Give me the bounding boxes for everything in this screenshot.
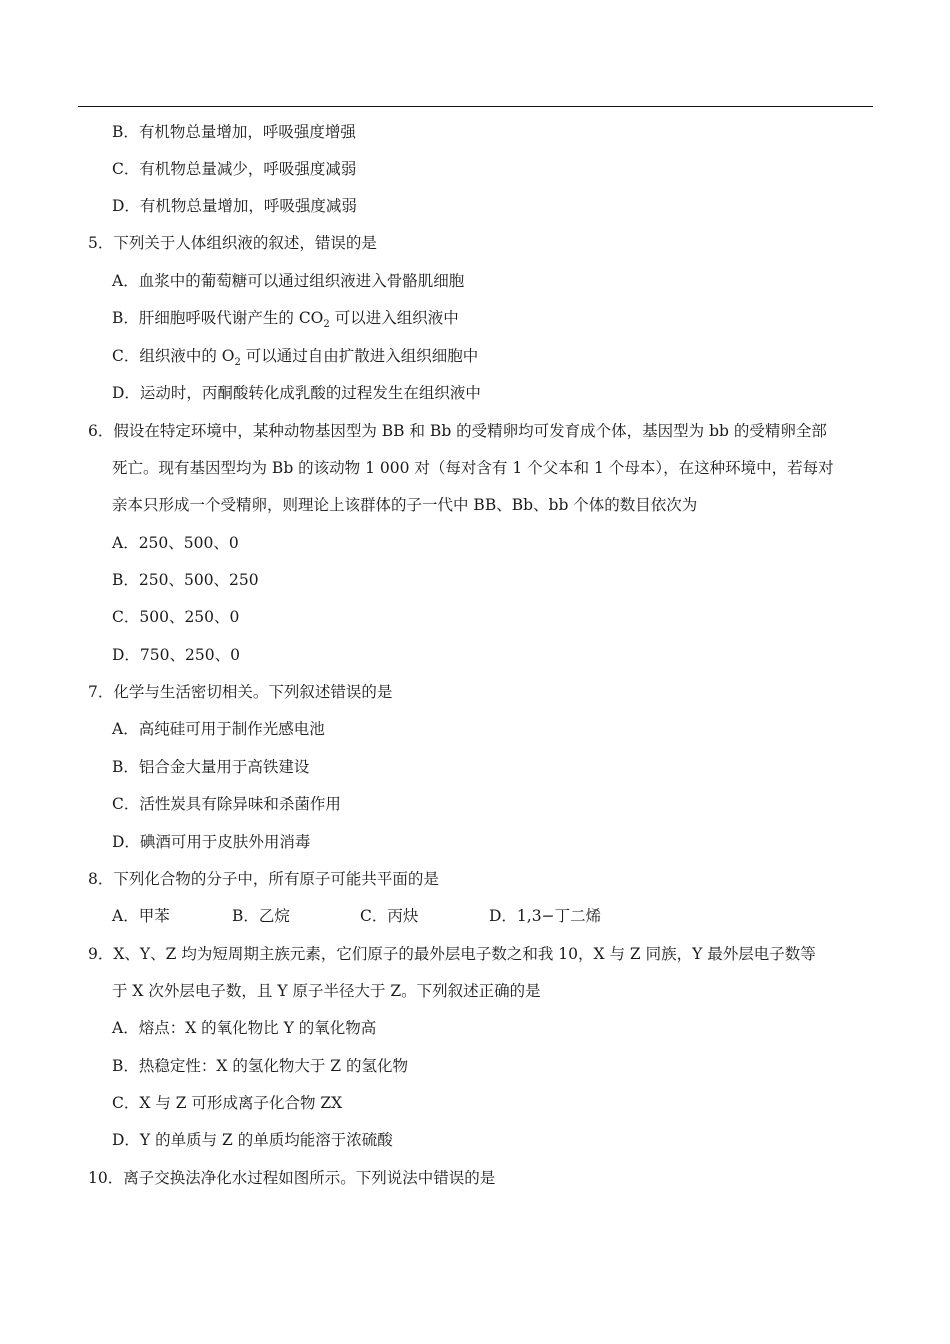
q8-option-a: A．甲苯 <box>112 907 170 925</box>
q8-option-b: B．乙烷 <box>232 907 290 925</box>
q4-option-b: B．有机物总量增加，呼吸强度增强 <box>112 123 356 141</box>
q7-option-c: C．活性炭具有除异味和杀菌作用 <box>112 795 341 813</box>
q5-option-b-post: 可以进入组织液中 <box>329 309 459 327</box>
q6-option-c: C．500、250、0 <box>112 608 240 626</box>
q4-option-d: D．有机物总量增加，呼吸强度减弱 <box>112 197 357 215</box>
q7-option-b: B．铝合金大量用于高铁建设 <box>112 758 310 776</box>
q5-option-a: A．血浆中的葡萄糖可以通过组织液进入骨骼肌细胞 <box>112 272 465 290</box>
q6-option-b: B．250、500、250 <box>112 571 259 589</box>
q9-option-b: B．热稳定性：X 的氢化物大于 Z 的氢化物 <box>112 1057 408 1075</box>
q5-option-b-pre: B．肝细胞呼吸代谢产生的 CO <box>112 309 324 327</box>
q7-option-d: D．碘酒可用于皮肤外用消毒 <box>112 833 311 851</box>
q6-stem-line-2: 死亡。现有基因型均为 Bb 的该动物 1 000 对（每对含有 1 个父本和 1 个母本），在这种环境中，若每对 <box>112 459 834 477</box>
q9-option-d: D．Y 的单质与 Z 的单质均能溶于浓硫酸 <box>112 1131 393 1149</box>
q8-option-d: D．1,3−丁二烯 <box>489 907 602 925</box>
header-rule <box>78 106 873 107</box>
q5-option-c-pre: C．组织液中的 O <box>112 347 235 365</box>
q5-stem: 5．下列关于人体组织液的叙述，错误的是 <box>88 234 377 252</box>
q5-option-c-subscript: 2 <box>234 357 241 368</box>
q4-option-c: C．有机物总量减少，呼吸强度减弱 <box>112 160 357 178</box>
q5-option-d: D．运动时，丙酮酸转化成乳酸的过程发生在组织液中 <box>112 384 481 402</box>
q6-stem-line-3: 亲本只形成一个受精卵，则理论上该群体的子一代中 BB、Bb、bb 个体的数目依次为 <box>112 496 698 514</box>
q10-stem: 10．离子交换法净化水过程如图所示。下列说法中错误的是 <box>88 1169 496 1187</box>
q5-option-c <box>112 346 478 366</box>
q7-stem: 7．化学与生活密切相关。下列叙述错误的是 <box>88 683 393 701</box>
q8-option-c: C．丙炔 <box>360 907 419 925</box>
q5-option-c-post: 可以通过自由扩散进入组织细胞中 <box>240 347 479 365</box>
q8-stem: 8．下列化合物的分子中，所有原子可能共平面的是 <box>88 870 439 888</box>
q9-stem-line-2: 于 X 次外层电子数，且 Y 原子半径大于 Z。下列叙述正确的是 <box>112 982 541 1000</box>
q8-options-row <box>112 906 872 926</box>
q9-option-c: C．X 与 Z 可形成离子化合物 ZX <box>112 1094 343 1112</box>
q7-option-a: A．高纯硅可用于制作光感电池 <box>112 720 325 738</box>
q9-option-a: A．熔点：X 的氧化物比 Y 的氧化物高 <box>112 1019 377 1037</box>
q9-stem-line-1: 9．X、Y、Z 均为短周期主族元素，它们原子的最外层电子数之和我 10，X 与 Z 同族，Y 最外层电子数等 <box>88 945 816 963</box>
q5-option-b <box>112 308 459 328</box>
q6-stem-line-1: 6．假设在特定环境中，某种动物基因型为 BB 和 Bb 的受精卵均可发育成个体，基因型为 bb 的受精卵全部 <box>88 422 827 440</box>
q6-option-a: A．250、500、0 <box>112 534 239 552</box>
q5-option-b-subscript: 2 <box>323 319 330 330</box>
q6-option-d: D．750、250、0 <box>112 646 240 664</box>
